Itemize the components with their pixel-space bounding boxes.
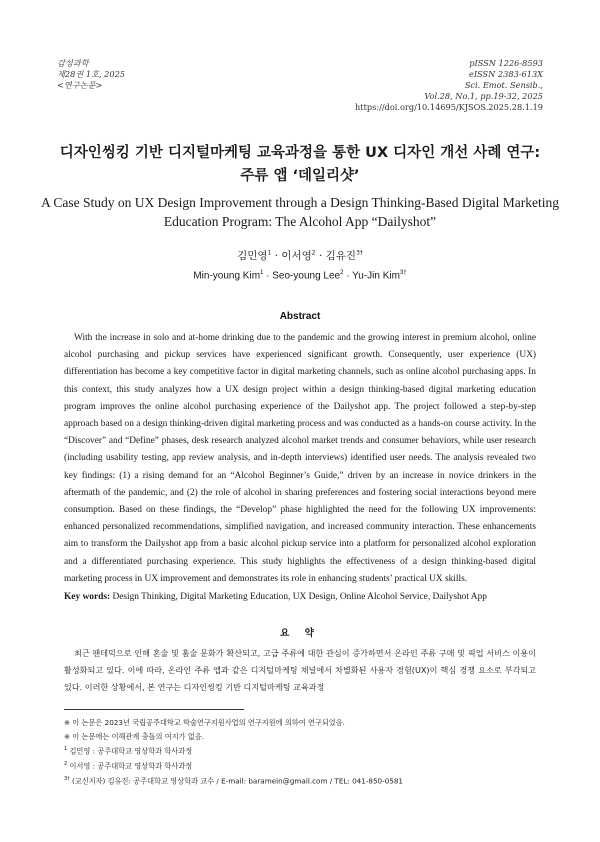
author-en: Seo-young Lee xyxy=(272,270,341,282)
author-en-affiliation-mark: 3† xyxy=(399,270,407,276)
author-en-affiliation-mark: 2 xyxy=(340,270,344,276)
korean-abstract-heading: 요 약 xyxy=(280,628,320,639)
title-english-line2: Education Program: The Alcohol App “Dailyshot” xyxy=(163,214,437,229)
footnote-conflict: ※ 이 논문에는 이해관계 충돌의 여지가 없음. xyxy=(64,731,205,741)
footnotes xyxy=(64,716,536,788)
author-separator: · xyxy=(343,270,353,282)
abstract-heading: Abstract xyxy=(279,311,321,322)
author-ko: 김민영 xyxy=(237,250,268,262)
journal-name-ko: 감성과학 xyxy=(57,58,89,68)
footnote-funding: ※ 이 논문은 2023년 국립공주대학교 학술연구지원사업의 연구지원에 의하여 연구되었음. xyxy=(64,718,345,727)
author-ko-affiliation-mark: 2 xyxy=(311,249,316,257)
article-type-ko: <연구논문> xyxy=(57,80,103,90)
author-en: Min-young Kim xyxy=(193,270,261,282)
author-ko-affiliation-mark: 1 xyxy=(267,249,272,257)
title-english-line1: A Case Study on UX Design Improvement through a Design Thinking-Based Digital Marketing xyxy=(41,195,559,210)
eissn: eISSN 2383-613X xyxy=(469,69,543,79)
author-separator: · xyxy=(315,250,326,262)
pissn: pISSN 1226-8593 xyxy=(469,58,543,68)
title-korean-line1: 디자인씽킹 기반 디지털마케팅 교육과정을 통한 UX 디자인 개선 사례 연구: xyxy=(59,145,541,161)
title-korean-line2: 주류 앱 ‘데일리샷’ xyxy=(240,168,360,184)
keywords-label: Key words: xyxy=(64,592,111,602)
footnote-mark: 1 xyxy=(64,746,68,753)
footnote-mark: 3† xyxy=(64,776,70,783)
author-ko-affiliation-mark: 3† xyxy=(356,249,363,257)
doi-link[interactable]: https://doi.org/10.14695/KJSOS.2025.28.1.19 xyxy=(355,102,543,112)
author-en: Yu-Jin Kim xyxy=(352,270,400,282)
journal-header-left xyxy=(57,58,125,91)
author-separator: · xyxy=(271,250,282,262)
journal-abbreviation: Sci. Emot. Sensib., xyxy=(464,80,543,90)
title-korean xyxy=(40,142,560,188)
authors-korean xyxy=(0,248,600,263)
keywords xyxy=(64,592,540,602)
author-en-affiliation-mark: 1 xyxy=(260,270,264,276)
footnote-mark: 2 xyxy=(64,761,68,768)
title-english xyxy=(40,193,560,231)
korean-abstract-body: 최근 팬데믹으로 인해 혼술 및 홈술 문화가 확산되고, 고급 주류에 대한 관심이 증가하면서 온라인 주류 구매 및 픽업 서비스 이용이 활성화되고 있다. 이에 따라, 온라인 주류 앱과 같은 디지털마케팅 채널에서 차별화된 사용자 경험(UX)이 핵심 경쟁 요소로 부각되고 있다. 이러한 상황에서, 본 연구는 디자인씽킹 기반 디지털마케팅 교육과정 xyxy=(64,648,536,692)
journal-volume-ko: 제28권 1호, 2025 xyxy=(57,69,125,79)
footnote-divider xyxy=(64,709,244,710)
journal-volume: Vol.28, No.1, pp.19-32, 2025 xyxy=(424,91,543,101)
author-separator: · xyxy=(263,270,273,282)
author-ko: 김유진 xyxy=(325,250,357,262)
author-ko: 이서영 xyxy=(281,250,312,262)
authors-english xyxy=(0,270,600,281)
footnote-corresponding-author: $^{3\dagger}$ (교신저자) 김유진: 공주대학교 영상학과 교수 / E-mail: baramein@gmail.com / TEL: 041-850-0581 xyxy=(64,776,403,786)
footnote-author-2: $^2$ 이서영 : 공주대학교 영상학과 학사과정 xyxy=(64,761,193,771)
abstract-body: With the increase in solo and at-home drinking due to the pandemic and the growing interest in premium alcohol, online alcohol purchasing and pickup services have experienced significant growth. Consequently, user experience (UX) differentiation has become a key competitive factor in digital marketing channels, such as online alcohol purchasing apps. In this context, this study analyzes how a UX design project within a design thinking-based digital marketing education program improves the online alcohol purchasing experience of the Dailyshot app. The project followed a step-by-step approach based on a design thinking-driven digital marketing process and was conducted as a hands-on course activity. In the “Discover” and “Define” phases, desk research analyzed alcohol market trends and consumer behaviors, while user research (including usability testing, app review analysis, and in-depth interviews) identified user needs. The analysis revealed two key findings: (1) a rising demand for an “Alcohol Beginner’s Guide,” driven by an increase in novice drinkers in the aftermath of the pandemic, and (2) the role of alcohol in sharing preferences and fostering social interactions beyond mere consumption. Based on these findings, the “Develop” phase highlighted the need for the following UX improvements: enhanced personalized recommendations, simplified navigation, and increased community interaction. These enhancements aim to transform the Dailyshot app from a basic alcohol pickup service into a platform for personalized alcohol exploration and a differentiated purchasing experience. This study highlights the effectiveness of a design thinking-based digital marketing process in UX improvement and demonstrates its role in enhancing students’ practical UX skills. xyxy=(64,333,536,584)
journal-header-right xyxy=(355,58,543,113)
keywords-list: Design Thinking, Digital Marketing Education, UX Design, Online Alcohol Service, Dailyshot App xyxy=(112,592,487,602)
footnote-author-1: $^1$ 김민영 : 공주대학교 영상학과 학사과정 xyxy=(64,746,193,756)
